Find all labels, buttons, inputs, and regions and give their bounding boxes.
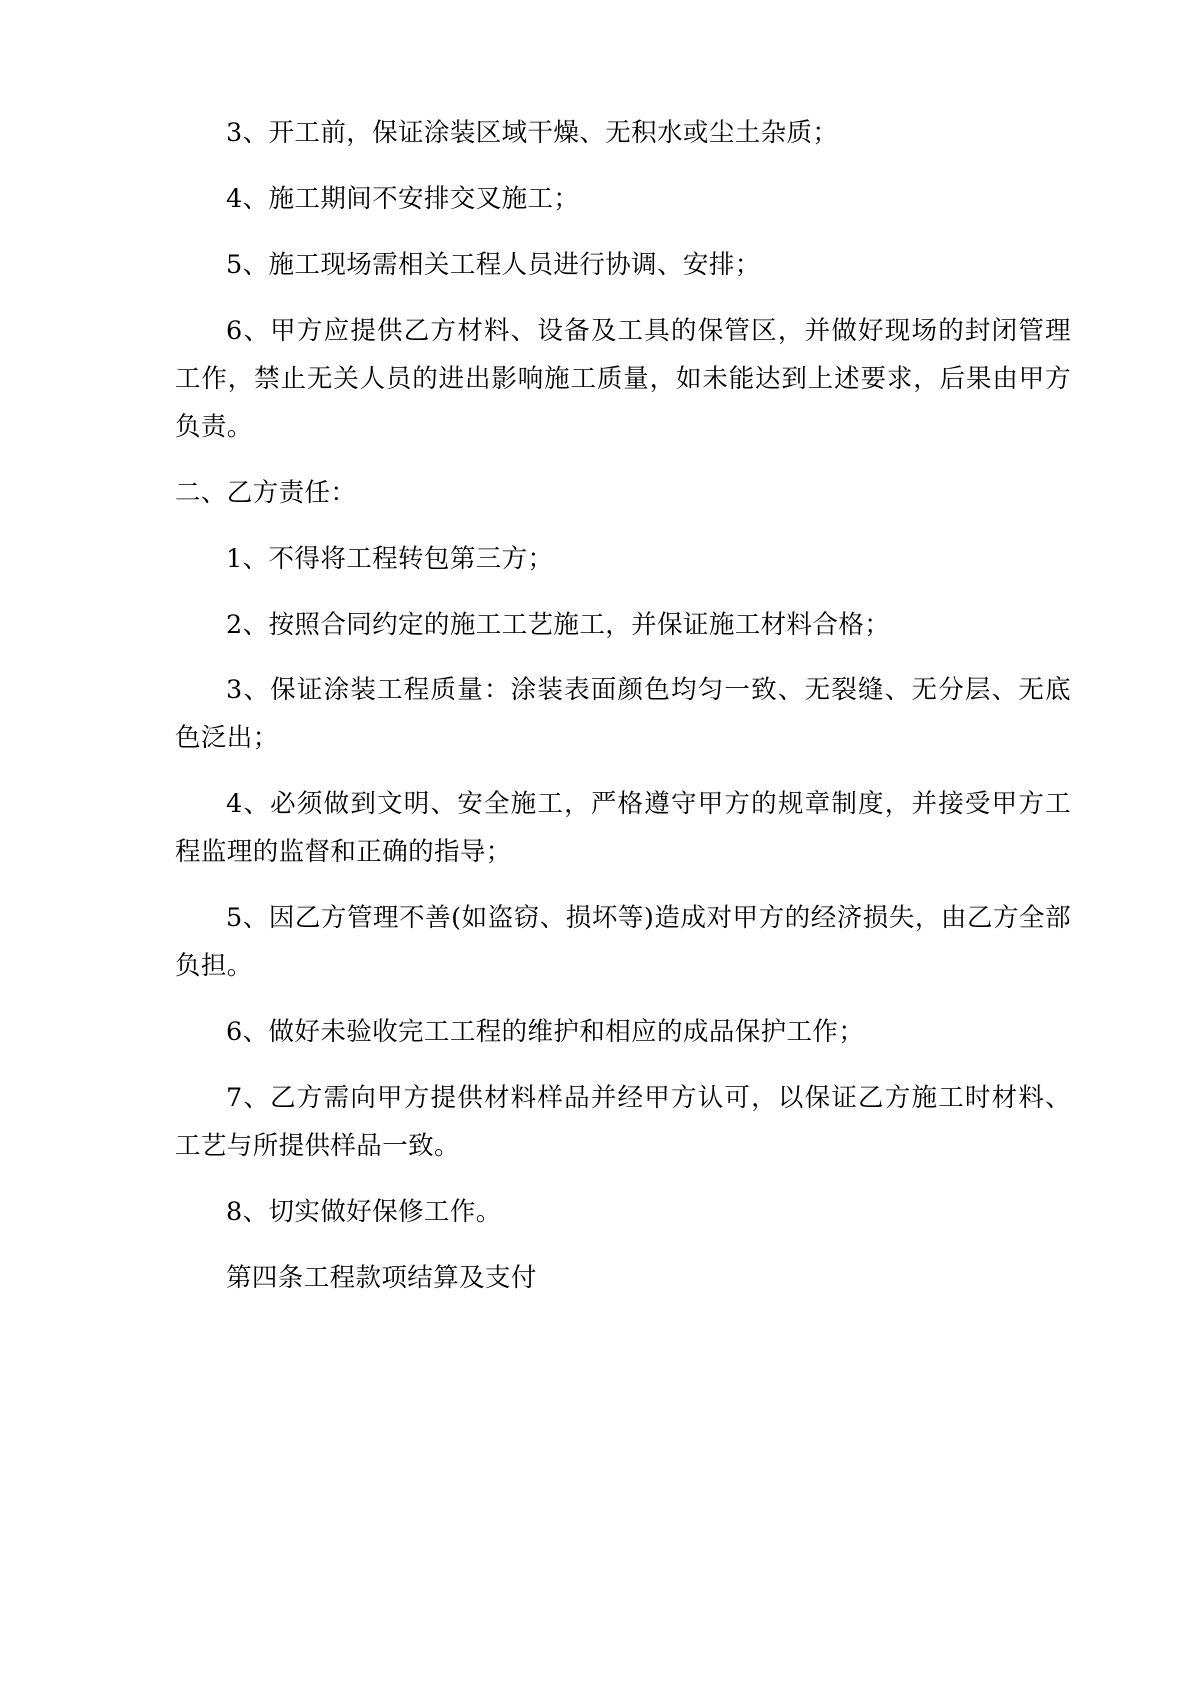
paragraph-item-8-party-b: 8、切实做好保修工作。 (226, 1196, 502, 1227)
paragraph-item-4-party-a: 4、施工期间不安排交叉施工； (226, 183, 580, 214)
paragraph-item-4-party-b: 4、必须做到文明、安全施工，严格遵守甲方的规章制度，并接受甲方工程监理的监督和正确的指导； (175, 789, 1071, 868)
paragraph-item-6-party-a: 6、甲方应提供乙方材料、设备及工具的保管区，并做好现场的封闭管理工作，禁止无关人员的进出影响施工质量，如未能达到上述要求，后果由甲方负责。 (175, 315, 1071, 442)
document-body (175, 110, 1071, 1303)
paragraph-item-5-party-b: 5、因乙方管理不善(如盗窃、损坏等)造成对甲方的经济损失，由乙方全部负担。 (175, 903, 1071, 982)
paragraph-item-1-party-b: 1、不得将工程转包第三方； (226, 543, 554, 574)
paragraph-item-3-party-a: 3、开工前，保证涂装区域干燥、无积水或尘土杂质； (226, 118, 839, 148)
paragraph-item-7-party-b: 7、乙方需向甲方提供材料样品并经甲方认可，以保证乙方施工时材料、工艺与所提供样品一致。 (175, 1083, 1071, 1161)
paragraph-item-3-party-b: 3、保证涂装工程质量：涂装表面颜色均匀一致、无裂缝、无分层、无底色泛出； (175, 675, 1071, 754)
paragraph-item-6-party-b: 6、做好未验收完工工程的维护和相应的成品保护工作； (226, 1017, 865, 1048)
section-heading-party-b-responsibilities: 二、乙方责任： (175, 477, 357, 508)
paragraph-item-5-party-a: 5、施工现场需相关工程人员进行协调、安排； (226, 249, 761, 280)
paragraph-item-2-party-b: 2、按照合同约定的施工工艺施工，并保证施工材料合格； (226, 609, 891, 640)
section-heading-article-four: 第四条工程款项结算及支付 (226, 1262, 537, 1293)
